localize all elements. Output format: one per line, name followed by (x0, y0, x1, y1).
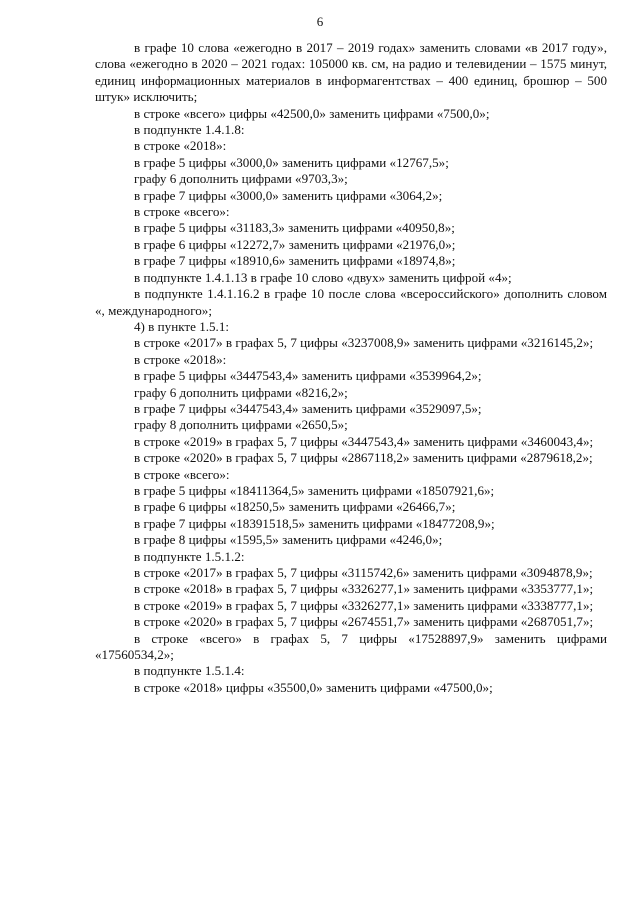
paragraph: в графе 10 слова «ежегодно в 2017 – 2019 годах» заменить словами «в 2017 году», слова «ежегодно в 2020 – 2021 годах: 105000 кв. см, на радио и телевидении – 1575 минут, единиц информационных материалов в информагентствах – 400 единиц, брошюр – 500 штук» исключить; (95, 40, 607, 105)
paragraph: в строке «всего» цифры «42500,0» заменить цифрами «7500,0»; (134, 105, 490, 121)
paragraph: в подпункте 1.5.1.4: (134, 663, 245, 679)
paragraph: в строке «2019» в графах 5, 7 цифры «3326277,1» заменить цифрами «3338777,1»; (134, 597, 594, 613)
paragraph: в графе 5 цифры «3000,0» заменить цифрами «12767,5»; (134, 154, 449, 170)
paragraph: графу 6 дополнить цифрами «8216,2»; (134, 384, 348, 400)
paragraph: в строке «2018» в графах 5, 7 цифры «3326277,1» заменить цифрами «3353777,1»; (134, 581, 594, 597)
paragraph: в графе 6 цифры «12272,7» заменить цифрами «21976,0»; (134, 236, 456, 252)
paragraph: в строке «всего» в графах 5, 7 цифры «17528897,9» заменить цифрами «17560534,2»; (95, 630, 607, 663)
paragraph: графу 6 дополнить цифрами «9703,3»; (134, 171, 348, 187)
paragraph: в строке «2018» цифры «35500,0» заменить цифрами «47500,0»; (134, 679, 493, 695)
page-number: 6 (316, 14, 324, 29)
paragraph: 4) в пункте 1.5.1: (134, 318, 230, 334)
paragraph: графу 8 дополнить цифрами «2650,5»; (134, 417, 348, 433)
paragraph: в графе 7 цифры «18391518,5» заменить цифрами «18477208,9»; (134, 515, 495, 531)
paragraph: в графе 5 цифры «31183,3» заменить цифрами «40950,8»; (134, 220, 455, 236)
paragraph: в графе 7 цифры «3447543,4» заменить цифрами «3529097,5»; (134, 400, 482, 416)
paragraph: в подпункте 1.4.1.13 в графе 10 слово «двух» заменить цифрой «4»; (134, 269, 512, 285)
paragraph: в подпункте 1.5.1.2: (134, 548, 245, 564)
paragraph: в подпункте 1.4.1.8: (134, 122, 245, 138)
paragraph: в графе 8 цифры «1595,5» заменить цифрами «4246,0»; (134, 532, 443, 548)
paragraph: в графе 5 цифры «18411364,5» заменить цифрами «18507921,6»; (134, 482, 495, 498)
paragraph: в подпункте 1.4.1.16.2 в графе 10 после слова «всероссийского» дополнить словом «, международного»; (95, 286, 607, 318)
paragraph: в строке «2018»: (134, 138, 227, 154)
paragraph: в строке «2019» в графах 5, 7 цифры «3447543,4» заменить цифрами «3460043,4»; (134, 433, 594, 449)
paragraph: в строке «2017» в графах 5, 7 цифры «3237008,9» заменить цифрами «3216145,2»; (134, 335, 594, 351)
paragraph: в строке «2020» в графах 5, 7 цифры «2674551,7» заменить цифрами «2687051,7»; (134, 614, 594, 630)
paragraph: в строке «2017» в графах 5, 7 цифры «3115742,6» заменить цифрами «3094878,9»; (134, 565, 593, 580)
paragraph: в графе 7 цифры «3000,0» заменить цифрами «3064,2»; (134, 187, 443, 203)
paragraph: в графе 7 цифры «18910,6» заменить цифрами «18974,8»; (134, 253, 456, 269)
paragraph: в строке «2018»: (134, 351, 227, 367)
paragraph: в графе 5 цифры «3447543,4» заменить цифрами «3539964,2»; (134, 368, 482, 384)
paragraph: в строке «2020» в графах 5, 7 цифры «2867118,2» заменить цифрами «2879618,2»; (134, 450, 593, 466)
paragraph: в строке «всего»: (134, 204, 230, 220)
document-body (95, 40, 607, 696)
paragraph: в строке «всего»: (134, 466, 230, 482)
paragraph: в графе 6 цифры «18250,5» заменить цифрами «26466,7»; (134, 499, 456, 515)
